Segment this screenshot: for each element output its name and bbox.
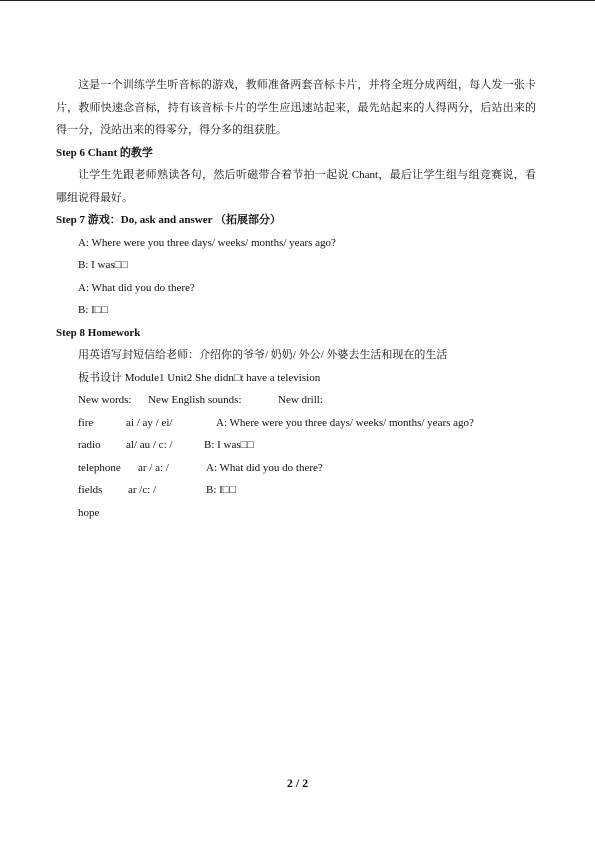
board-sound: al/ au / c: / — [126, 439, 173, 451]
board-row — [56, 434, 536, 457]
step7-line: A: What did you do there? — [78, 281, 195, 294]
page-top-border — [0, 0, 595, 1]
step6-body: 让学生先跟老师熟读各句，然后听磁带合着节拍一起说 Chant，最后让学生组与组竞赛说，看哪组说得最好。 — [56, 169, 536, 204]
board-drill: B: I□□ — [206, 484, 237, 496]
board-drill: A: What did you do there? — [206, 461, 323, 474]
board-word: telephone — [78, 461, 121, 474]
board-sound: ar / a: / — [138, 461, 169, 474]
board-row — [56, 412, 536, 435]
new-drill-label: New drill: — [278, 394, 323, 406]
step7-line: A: Where were you three days/ weeks/ months/ years ago? — [78, 236, 336, 249]
board-drill: A: Where were you three days/ weeks/ months/ years ago? — [216, 416, 474, 429]
board-drill: B: I was□□ — [204, 439, 254, 451]
board-word: hope — [78, 506, 100, 519]
board-word: radio — [78, 439, 101, 451]
board-sound: ar /c: / — [128, 484, 157, 496]
board-word: fire — [78, 416, 94, 429]
page-number: 2 / 2 — [286, 776, 309, 790]
new-sounds-label: New English sounds: — [148, 394, 242, 406]
board-row — [56, 502, 536, 525]
intro-paragraph: 这是一个训练学生听音标的游戏，教师准备两套音标卡片，并将全班分成两组，每人发一张卡片，教师快速念音标，持有该音标卡片的学生应迅速站起来，最先站起来的人得两分，后站出来的得一分，没站出来的得零分，得分多的组获胜。 — [56, 79, 536, 136]
step6-heading: Step 6 Chant 的教学 — [56, 146, 153, 159]
board-column-headers — [56, 389, 536, 412]
board-word: fields — [78, 484, 103, 496]
step7-line: B: I was□□ — [78, 259, 128, 271]
board-sound: ai / ay / ei/ — [126, 416, 173, 429]
new-words-label: New words: — [78, 394, 132, 406]
document-page — [56, 74, 536, 524]
homework-text: 用英语写封短信给老师：介绍你的爷爷/ 奶奶/ 外公/ 外婆去生活和现在的生活 — [78, 349, 448, 361]
board-row — [56, 457, 536, 480]
step8-heading: Step 8 Homework — [56, 326, 141, 339]
step7-heading: Step 7 游戏：Do, ask and answer （拓展部分） — [56, 214, 282, 226]
step7-line: B: I□□ — [78, 304, 109, 316]
board-title: 板书设计 Module1 Unit2 She didn□t have a television — [78, 371, 321, 384]
board-row — [56, 479, 536, 502]
